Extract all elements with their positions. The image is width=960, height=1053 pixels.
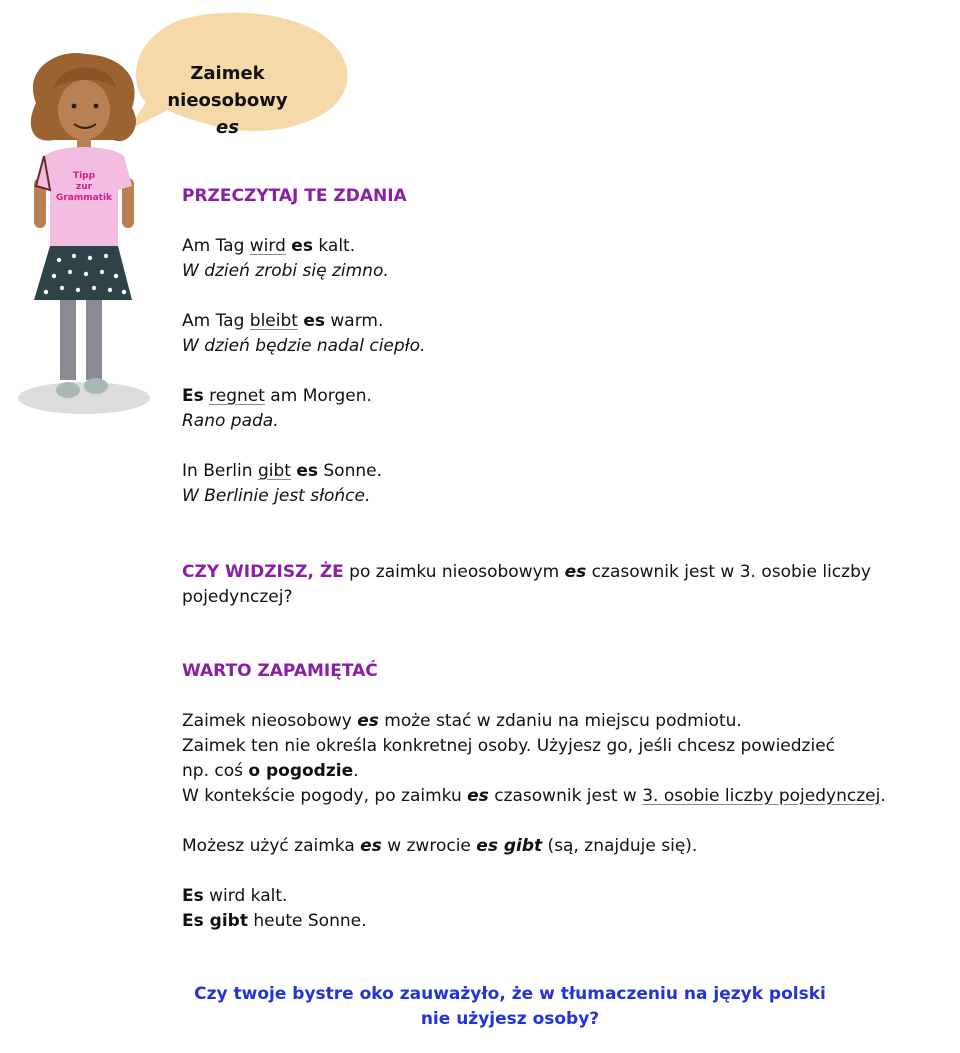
rule-line-2: Zaimek ten nie określa konkretnej osoby. Użyjesz go, jeśli chcesz powiedzieć [182,736,836,756]
section-heading-remember: WARTO ZAPAMIĘTAĆ [182,661,378,681]
section-heading-question: CZY WIDZISZ, ŻE [182,562,344,582]
example-translation-2: W dzień będzie nadal ciepło. [182,336,426,356]
rule-line-1: Zaimek nieosobowy es może stać w zdaniu na miejscu podmiotu. [182,711,742,731]
bubble-title: Zaimek nieosobowy [167,63,288,111]
example-sentence-3: Es regnet am Morgen. [182,386,372,406]
question-paragraph: CZY WIDZISZ, ŻE po zaimku nieosobowym es czasownik jest w 3. osobie liczby [182,562,871,582]
footer-line-1: Czy twoje bystre oko zauważyło, że w tłumaczeniu na język polski [194,984,826,1004]
shirt-line-2: zur [75,182,93,192]
rule-es-gibt: Możesz użyć zaimka es w zwrocie es gibt (są, znajduje się). [182,836,698,856]
footer-question [160,982,860,1032]
bubble-subtitle: es [216,117,239,138]
shirt-line-1: Tipp [72,171,96,181]
footer-line-2: nie użyjesz osoby? [420,1009,600,1029]
shirt-line-3: Grammatik [55,193,113,203]
rule-line-4: W kontekście pogody, po zaimku es czasownik jest w 3. osobie liczby pojedynczej. [182,786,886,806]
example-translation-1: W dzień zrobi się zimno. [182,261,389,281]
final-example-1: Es wird kalt. [182,886,288,906]
example-sentence-4: In Berlin gibt es Sonne. [182,461,382,481]
grammar-tip-girl-illustration [14,48,154,420]
example-sentence-1: Am Tag wird es kalt. [182,236,356,256]
bubble-text [140,60,315,141]
example-translation-3: Rano pada. [182,411,279,431]
rule-line-3: np. coś o pogodzie. [182,761,359,781]
final-example-2: Es gibt heute Sonne. [182,911,367,931]
example-sentence-2: Am Tag bleibt es warm. [182,311,384,331]
section-heading-read: PRZECZYTAJ TE ZDANIA [182,186,407,206]
question-paragraph-cont: pojedynczej? [182,587,293,607]
example-translation-4: W Berlinie jest słońce. [182,486,371,506]
